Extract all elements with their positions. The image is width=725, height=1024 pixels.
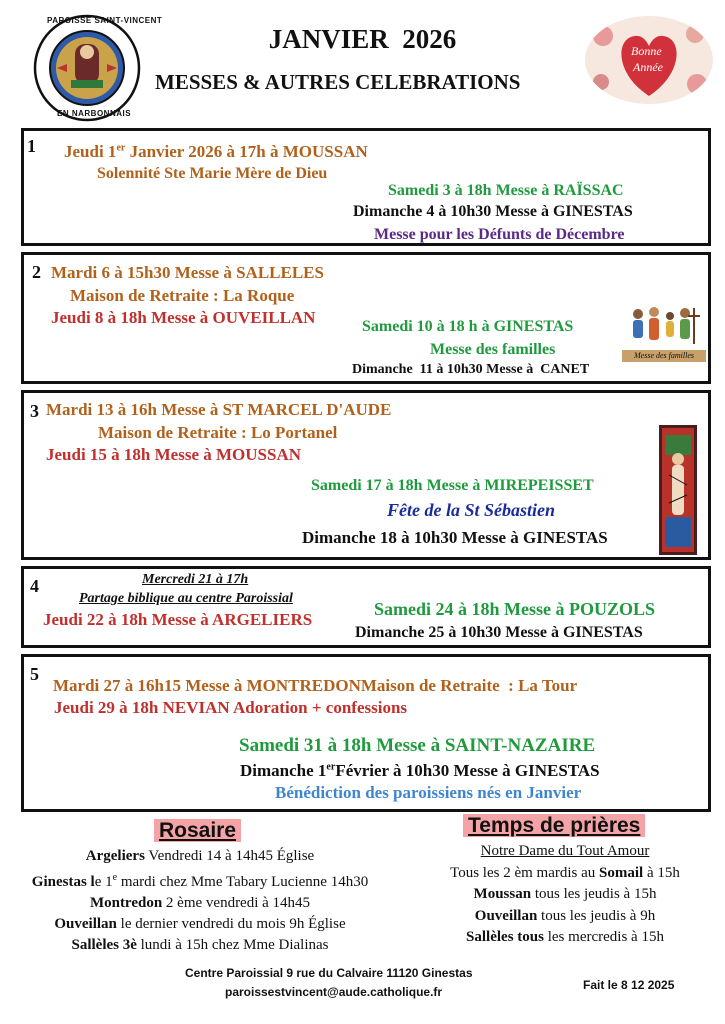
prieres-item-ouveillan: Ouveillan tous les jeudis à 9h	[474, 907, 656, 924]
page-subtitle: MESSES & AUTRES CELEBRATIONS	[155, 70, 521, 94]
week-2-line-3: Jeudi 8 à 18h Messe à OUVEILLAN	[51, 308, 316, 327]
prieres-title: Temps de prières	[463, 813, 645, 838]
new-year-greeting-badge	[585, 16, 713, 104]
week-2-line-6: Dimanche 11 à 10h30 Messe à CANET	[352, 362, 590, 377]
footer-address: Centre Paroissial 9 rue du Calvaire 11120 Ginestas	[185, 966, 473, 980]
week-1-line-4: Dimanche 4 à 10h30 Messe à GINESTAS	[353, 203, 633, 220]
week-4-line-2: Partage biblique au centre Paroissial	[79, 591, 293, 606]
week-3-number: 3	[30, 401, 39, 421]
week-4-line-1: Mercredi 21 à 17h	[142, 572, 249, 587]
family-mass-illustration	[622, 304, 706, 364]
logo-ring-bottom: EN NARBONNAIS	[57, 109, 132, 118]
week-3-line-1: Mardi 13 à 16h Messe à ST MARCEL D'AUDE	[46, 400, 392, 419]
week-4-line-4: Samedi 24 à 18h Messe à POUZOLS	[374, 599, 656, 619]
saint-sebastien-stained-glass	[659, 425, 697, 555]
rosaire-item-salleles: Sallèles 3è lundi à 15h chez Mme Dialinas	[71, 937, 329, 953]
rosaire-item-argeliers: Argeliers Vendredi 14 à 14h45 Église	[85, 848, 315, 864]
prieres-item-moussan: Moussan tous les jeudis à 15h	[473, 886, 657, 902]
week-2-line-2: Maison de Retraite : La Roque	[70, 286, 295, 305]
rosaire-title: Rosaire	[154, 818, 241, 843]
prieres-list	[405, 841, 725, 949]
prieres-item-notre-dame: Notre Dame du Tout Amour	[480, 843, 650, 859]
week-3-line-6: Dimanche 18 à 10h30 Messe à GINESTAS	[302, 528, 608, 547]
week-4-line-3: Jeudi 22 à 18h Messe à ARGELIERS	[43, 610, 313, 629]
rosaire-item-montredon: Montredon 2 ème vendredi à 14h45	[89, 895, 311, 911]
week-2-line-5: Messe des familles	[430, 341, 556, 358]
week-1-line-3: Samedi 3 à 18h Messe à RAÏSSAC	[388, 182, 624, 199]
logo-ring-top: PAROISSE SAINT-VINCENT	[47, 16, 163, 25]
week-5-line-2: Jeudi 29 à 18h NEVIAN Adoration + confessions	[54, 698, 408, 717]
rosaire-item-ouveillan: Ouveillan le dernier vendredi du mois 9h Église	[54, 916, 346, 932]
week-4-number: 4	[30, 576, 39, 596]
week-4-line-5: Dimanche 25 à 10h30 Messe à GINESTAS	[355, 624, 643, 641]
week-3-line-5: Fête de la St Sébastien	[387, 500, 555, 520]
rosaire-list	[0, 846, 400, 956]
greeting-line2: Année	[633, 60, 663, 74]
rosaire-item-ginestas: Ginestas le 1e mardi chez Mme Tabary Lucienne 14h30	[31, 872, 369, 890]
prieres-item-salleles: Sallèles tous les mercredis à 15h	[466, 929, 664, 945]
week-5-line-5: Bénédiction des paroissiens nés en Janvier	[275, 783, 582, 802]
week-1-line-2: Solennité Ste Marie Mère de Dieu	[97, 165, 328, 182]
week-3-line-2: Maison de Retraite : Lo Portanel	[98, 423, 338, 442]
prieres-item-somail: Tous les 2 èm mardis au Somail à 15h	[450, 864, 680, 881]
footer-date: Fait le 8 12 2025	[583, 978, 675, 992]
week-5-line-3: Samedi 31 à 18h Messe à SAINT-NAZAIRE	[239, 735, 596, 756]
week-1-line-5: Messe pour les Défunts de Décembre	[374, 226, 625, 243]
family-mass-caption: Messe des familles	[622, 350, 706, 362]
week-2-line-1: Mardi 6 à 15h30 Messe à SALLELES	[51, 263, 324, 282]
greeting-line1: Bonne	[631, 44, 662, 58]
footer-email: paroissestvincent@aude.catholique.fr	[225, 985, 443, 999]
week-1-line-1: Jeudi 1er Janvier 2026 à 17h à MOUSSAN	[64, 142, 368, 161]
week-1-number: 1	[27, 136, 36, 156]
week-3-line-3: Jeudi 15 à 18h Messe à MOUSSAN	[46, 445, 302, 464]
week-3-line-4: Samedi 17 à 18h Messe à MIREPEISSET	[311, 477, 594, 494]
week-2-number: 2	[32, 262, 41, 282]
page-title: JANVIER 2026	[268, 24, 457, 54]
week-5-number: 5	[30, 664, 39, 684]
week-5-line-4: Dimanche 1erFévrier à 10h30 Messe à GINESTAS	[240, 761, 600, 780]
week-5-line-1: Mardi 27 à 16h15 Messe à MONTREDONMaison de Retraite : La Tour	[53, 676, 578, 695]
week-2-line-4: Samedi 10 à 18 h à GINESTAS	[362, 318, 574, 335]
